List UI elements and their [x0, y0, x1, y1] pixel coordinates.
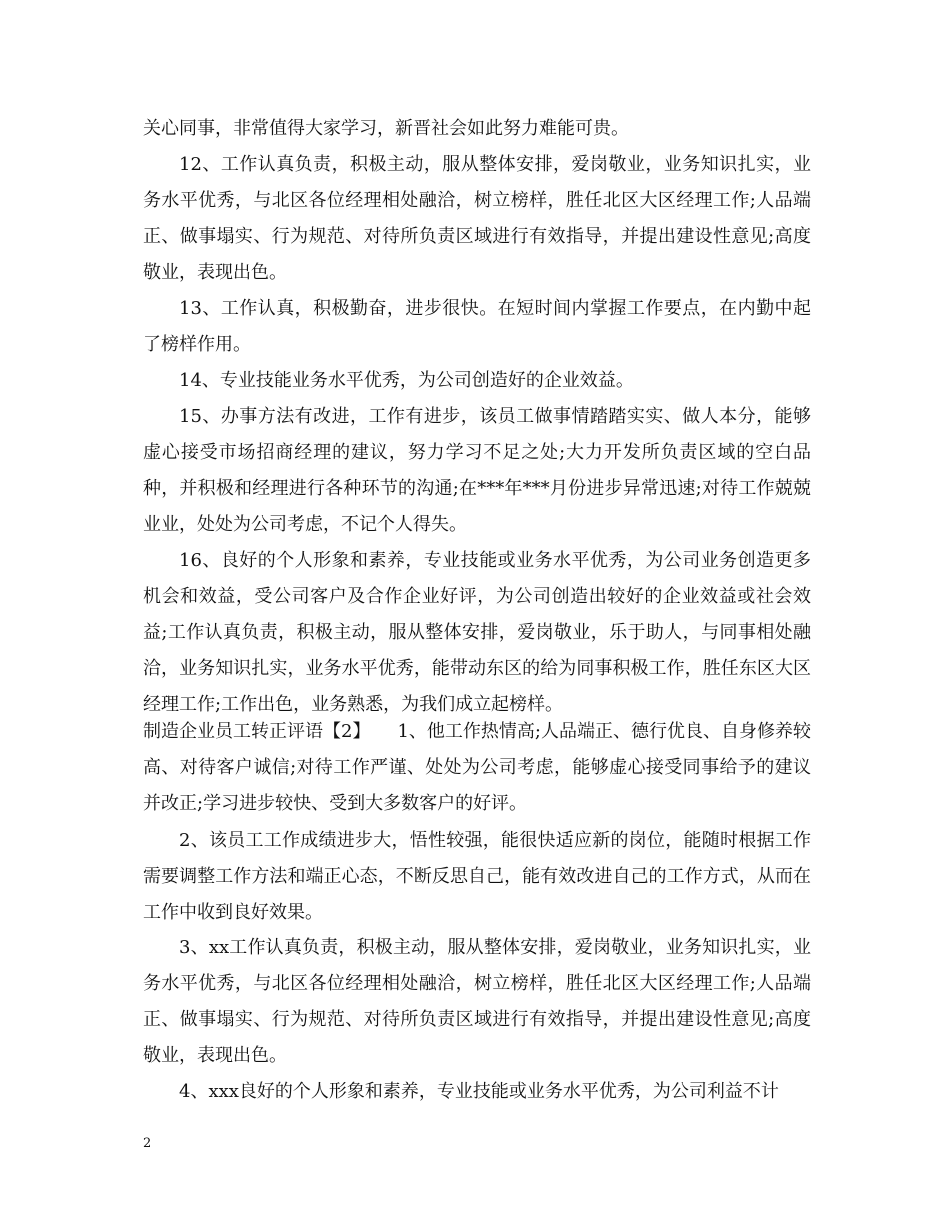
paragraph-item-2: 2、该员工工作成绩进步大，悟性较强，能很快适应新的岗位，能随时根据工作需要调整工作方法和端正心态，不断反思自己，能有效改进自己的工作方式，从而在工作中收到良好效果。 [143, 830, 811, 923]
page-number: 2 [143, 1136, 152, 1151]
paragraph-item-4: 4、xxx良好的个人形象和素养，专业技能或业务水平优秀，为公司利益不计 [179, 1081, 779, 1102]
paragraph-item-13: 13、工作认真，积极勤奋，进步很快。在短时间内掌握工作要点，在内勤中起了榜样作用。 [143, 298, 811, 355]
paragraph-item-16: 16、良好的个人形象和素养，专业技能或业务水平优秀，为公司业务创造更多机会和效益，受公司客户及合作企业好评，为公司创造出较好的企业效益或社会效益;工作认真负责，积极主动，服从整体安排，爱岗敬业，乐于助人，与同事相处融洽，业务知识扎实，业务水平优秀，能带动东区的给为同事积极工作，胜任东区大区经理工作;工作出色，业务熟悉，为我们成立起榜样。 [143, 550, 811, 715]
paragraph-item-14: 14、专业技能业务水平优秀，为公司创造好的企业效益。 [179, 370, 634, 391]
paragraph-item-12: 12、工作认真负责，积极主动，服从整体安排，爱岗敬业，业务知识扎实，业务水平优秀，与北区各位经理相处融洽，树立榜样，胜任北区大区经理工作;人品端正、做事塌实、行为规范、对待所负责区域进行有效指导，并提出建设性意见;高度敬业，表现出色。 [143, 154, 811, 283]
paragraph-continuation: 关心同事，非常值得大家学习，新晋社会如此努力难能可贵。 [143, 118, 629, 139]
paragraph-item-3: 3、xx工作认真负责，积极主动，服从整体安排，爱岗敬业，业务知识扎实，业务水平优秀，与北区各位经理相处融洽，树立榜样，胜任北区大区经理工作;人品端正、做事塌实、行为规范、对待所负责区域进行有效指导，并提出建设性意见;高度敬业，表现出色。 [143, 937, 811, 1066]
paragraph-item-15: 15、办事方法有改进，工作有进步，该员工做事情踏踏实实、做人本分，能够虚心接受市场招商经理的建议，努力学习不足之处;大力开发所负责区域的空白品种，并积极和经理进行各种环节的沟通;在***年***月份进步异常迅速;对待工作兢兢业业，处处为公司考虑，不记个人得失。 [143, 406, 811, 535]
section-heading-paragraph: 制造企业员工转正评语【2】 1、他工作热情高;人品端正、德行优良、自身修养较高、对待客户诚信;对待工作严谨、处处为公司考虑，能够虚心接受同事给予的建议并改正;学习进步较快、受到大多数客户的好评。 [143, 721, 811, 814]
